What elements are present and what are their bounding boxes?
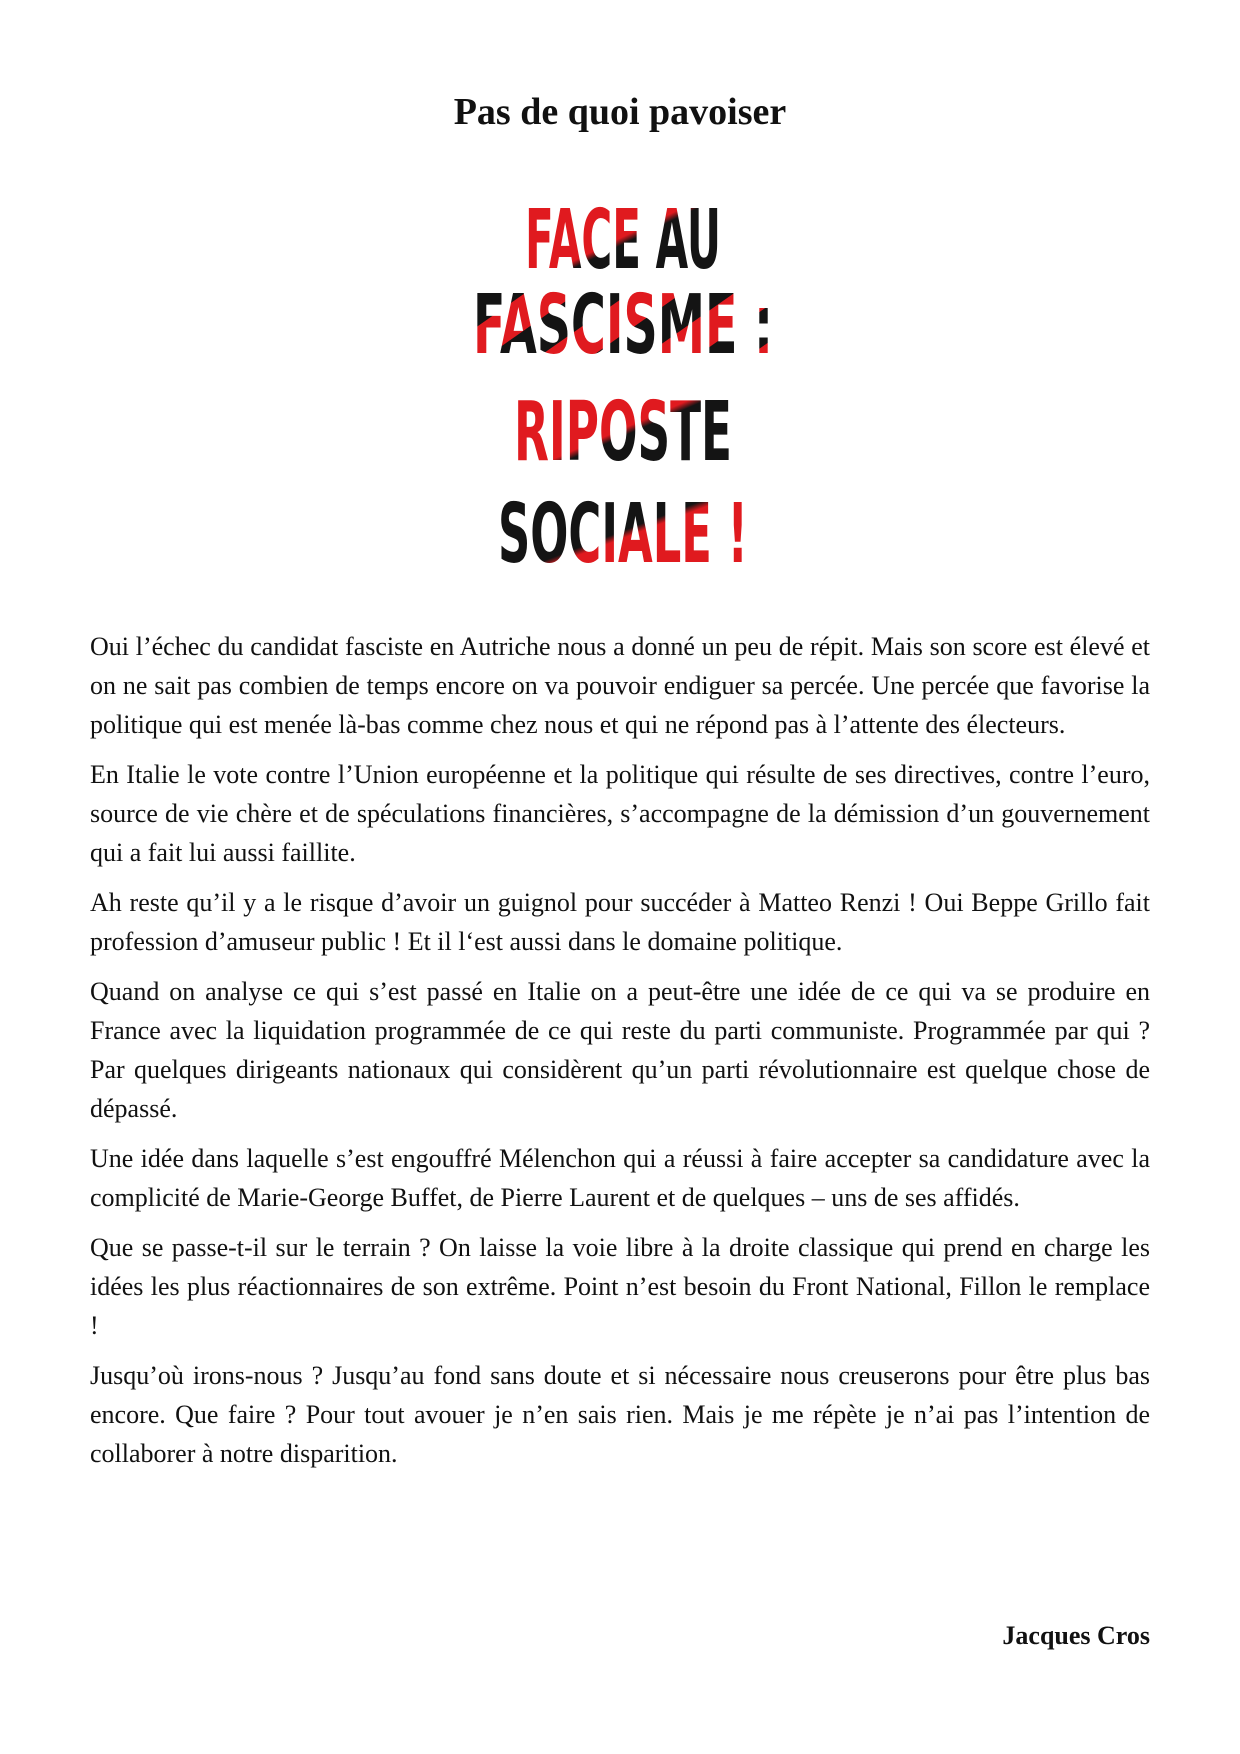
- poster-graphic: [463, 190, 783, 580]
- poster-line-4: SOCIALE !: [498, 487, 748, 582]
- poster-image: [463, 190, 783, 580]
- paragraph-5: Une idée dans laquelle s’est engouffré Mélenchon qui a réussi à faire accepter sa candidature avec la complicité de Marie-George Buffet, de Pierre Laurent et de quelques – uns de ses affidés.: [90, 1144, 1150, 1212]
- poster-line-3: RIPOSTE: [514, 385, 732, 480]
- paragraph-7: Jusqu’où irons-nous ? Jusqu’au fond sans doute et si nécessaire nous creuserons pour être plus bas encore. Que faire ? Pour tout avouer je n’en sais rien. Mais je me répète je n’ai pas l’intention de collaborer à notre disparition.: [90, 1361, 1150, 1468]
- paragraph-3: Ah reste qu’il y a le risque d’avoir un guignol pour succéder à Matteo Renzi ! Oui Beppe Grillo fait profession d’amuseur public ! Et il l‘est aussi dans le domaine politique.: [90, 888, 1150, 956]
- poster-line-1: FACE AU: [525, 193, 721, 288]
- page-title: Pas de quoi pavoiser: [453, 91, 787, 133]
- article-body: [90, 627, 1150, 1484]
- paragraph-2: En Italie le vote contre l’Union européenne et la politique qui résulte de ses directives, contre l’euro, source de vie chère et de spéculations financières, s’accompagne de la démission d’un gouvernement qui a fait lui aussi faillite.: [90, 760, 1150, 867]
- paragraph-4: Quand on analyse ce qui s’est passé en Italie on a peut-être une idée de ce qui va se produire en France avec la liquidation programmée de ce qui reste du parti communiste. Programmée par qui ? Par quelques dirigeants nationaux qui considèrent qu’un parti révolutionnaire est quelque chose de dépassé.: [90, 977, 1150, 1123]
- author-signature: Jacques Cros: [1002, 1621, 1150, 1650]
- poster-line-2: FASCISME :: [473, 278, 773, 373]
- paragraph-1: Oui l’échec du candidat fasciste en Autriche nous a donné un peu de répit. Mais son score est élevé et on ne sait pas combien de temps encore on va pouvoir endiguer sa percée. Une percée que favorise la politique qui est menée là-bas comme chez nous et qui ne répond pas à l’attente des électeurs.: [90, 632, 1150, 739]
- paragraph-6: Que se passe-t-il sur le terrain ? On laisse la voie libre à la droite classique qui prend en charge les idées les plus réactionnaires de son extrême. Point n’est besoin du Front National, Fillon le remplace !: [90, 1233, 1150, 1340]
